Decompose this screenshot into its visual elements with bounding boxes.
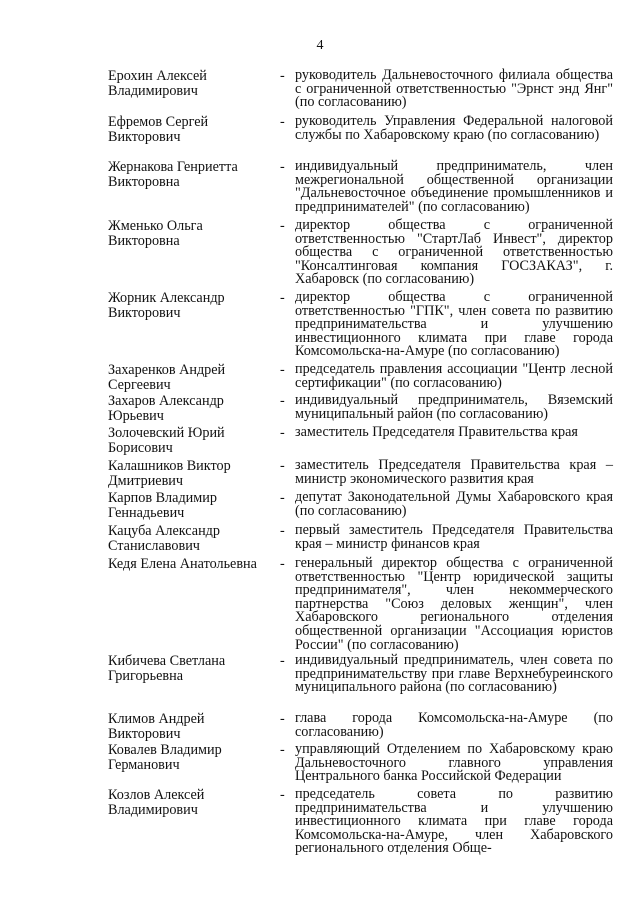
dash-separator: - bbox=[280, 556, 285, 572]
dash-separator: - bbox=[280, 653, 285, 669]
member-name: Захаров Александр Юрьевич bbox=[108, 393, 224, 424]
member-name: Жменько Ольга Викторовна bbox=[108, 218, 203, 249]
member-name: Козлов Алексей Владимирович bbox=[108, 787, 205, 818]
member-name: Жернакова Генриетта Викторовна bbox=[108, 159, 238, 190]
member-name: Жорник Александр Викторович bbox=[108, 290, 225, 321]
member-name: Карпов Владимир Геннадьевич bbox=[108, 490, 217, 521]
member-description: председатель совета по развитию предпринимательства и улучшению инвестиционного климата при главе города Комсомольска-на-Амуре, член Хабаровского регионального отделения Обще- bbox=[295, 786, 613, 857]
member-description: глава города Комсомольска-на-Амуре (по согласованию) bbox=[295, 710, 613, 740]
member-name: Ефремов Сергей Викторович bbox=[108, 114, 209, 145]
member-description: директор общества с ограниченной ответственностью "ГПК", член совета по развитию предпринимательства и улучшению инвестиционного климата при главе города Комсомольска-на-Амуре (по согласованию) bbox=[295, 289, 613, 360]
member-name: Климов Андрей Викторович bbox=[108, 711, 205, 742]
member-name: Калашников Виктор Дмитриевич bbox=[108, 458, 231, 489]
member-name: Кацуба Александр Станиславович bbox=[108, 523, 220, 554]
member-description: заместитель Председателя Правительства края – министр экономического развития края bbox=[295, 457, 613, 487]
dash-separator: - bbox=[280, 290, 285, 306]
member-description: председатель правления ассоциации "Центр лесной сертификации" (по согласованию) bbox=[295, 361, 613, 391]
member-description: заместитель Председателя Правительства края bbox=[295, 424, 578, 440]
member-description: депутат Законодательной Думы Хабаровского края (по согласованию) bbox=[295, 489, 613, 519]
member-description: директор общества с ограниченной ответственностью "СтартЛаб Инвест", директор общества с ограниченной ответственностью "Консалтинговая компания ГОСЗАКАЗ", г. Хабаровск (по согласованию) bbox=[295, 217, 613, 288]
member-description: индивидуальный предприниматель, член межрегиональной общественной организации "Дальневосточное объединение промышленников и предпринимателей" (по согласованию) bbox=[295, 158, 613, 215]
dash-separator: - bbox=[280, 159, 285, 175]
dash-separator: - bbox=[280, 458, 285, 474]
dash-separator: - bbox=[280, 362, 285, 378]
member-name: Кибичева Светлана Григорьевна bbox=[108, 653, 226, 684]
member-name: Захаренков Андрей Сергеевич bbox=[108, 362, 226, 393]
member-description: управляющий Отделением по Хабаровскому краю Дальневосточного главного управления Центрального банка Российской Федерации bbox=[295, 741, 613, 785]
member-description: генеральный директор общества с ограниченной ответственностью "Центр юридической защиты предпринимателя", член некоммерческого партнерства "Союз деловых женщин", член Хабаровского регионального отделения общественной организации "Ассоциация юристов России" (по согласованию) bbox=[295, 555, 613, 653]
member-name: Кедя Елена Анатольевна bbox=[108, 556, 257, 572]
member-name: Золочевский Юрий Борисович bbox=[108, 425, 225, 456]
dash-separator: - bbox=[280, 490, 285, 506]
dash-separator: - bbox=[280, 218, 285, 234]
dash-separator: - bbox=[280, 114, 285, 130]
dash-separator: - bbox=[280, 523, 285, 539]
member-description: индивидуальный предприниматель, Вяземский муниципальный район (по согласованию) bbox=[295, 392, 613, 422]
member-name: Ковалев Владимир Германович bbox=[108, 742, 222, 773]
member-description: руководитель Управления Федеральной налоговой службы по Хабаровскому краю (по согласованию) bbox=[295, 113, 613, 143]
member-description: первый заместитель Председателя Правительства края – министр финансов края bbox=[295, 522, 613, 552]
dash-separator: - bbox=[280, 742, 285, 758]
dash-separator: - bbox=[280, 68, 285, 84]
dash-separator: - bbox=[280, 711, 285, 727]
dash-separator: - bbox=[280, 425, 285, 441]
page-number: 4 bbox=[316, 38, 324, 53]
dash-separator: - bbox=[280, 393, 285, 409]
member-description: руководитель Дальневосточного филиала общества с ограниченной ответственностью "Эрнст энд Янг" (по согласованию) bbox=[295, 67, 613, 111]
member-description: индивидуальный предприниматель, член совета по предпринимательству при главе Верхнебуреинского муниципального района (по согласованию) bbox=[295, 652, 613, 696]
dash-separator: - bbox=[280, 787, 285, 803]
member-name: Ерохин Алексей Владимирович bbox=[108, 68, 207, 99]
